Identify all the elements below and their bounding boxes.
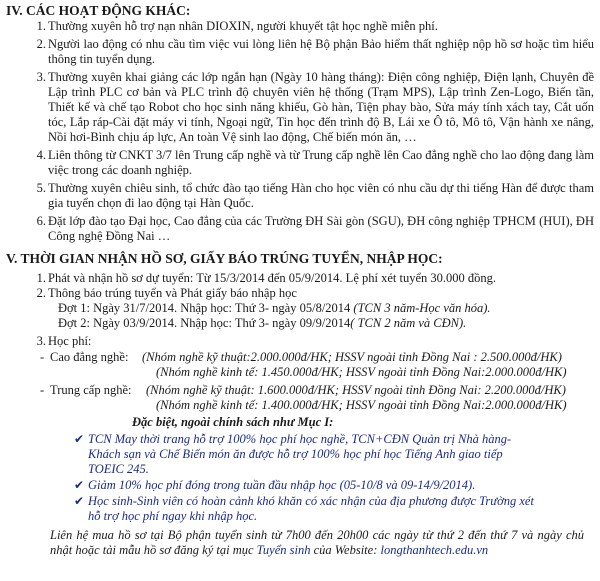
dash-bullet: - xyxy=(40,350,45,364)
item-number: 4. xyxy=(36,148,46,162)
section-5-heading: V. THỜI GIAN NHẬN HỒ SƠ, GIẤY BÁO TRÚNG TUYỂN, NHẬP HỌC: xyxy=(6,251,443,266)
item-text: Thường xuyên khai giảng các lớp ngắn hạn (Ngày 10 hàng tháng): Điện công nghiệp, Điện lạnh, Chuyên đề Lập trình PLC cơ bản và PLC trình độ chuyên viên hệ thống (Trạm MPS), Lập trình Zen-Logo, Biến tần, Thiết kế và chế tạo Robot cho học sinh năng khiếu, Gò hàn, Tiện phay bào, Sửa máy tính xách tay, Cắt uốn tóc, Lắp ráp-Cài đặt máy vi tính, Ngoại ngữ, Tin học đến trình độ B, Lái xe Ô tô, Mô tô, Vận hành xe nâng, Nồi hơi-Bình chịu áp lực, An toàn Vệ sinh lao động, Chế biến món ăn, … xyxy=(48,70,594,144)
fee-row xyxy=(6,365,594,380)
fee-tcn-tech: (Nhóm nghề kỹ thuật: 1.600.000đ/HK; HSSV ngoài tỉnh Đồng Nai: 2.200.000đ/HK) xyxy=(146,383,566,397)
dash-bullet: - xyxy=(40,383,45,397)
item-text: Phát và nhận hồ sơ dự tuyển: Từ 15/3/2014 đến 05/9/2014. Lệ phí xét tuyển 30.000 đồng. xyxy=(48,271,497,285)
document-page xyxy=(0,2,600,581)
fee-cdn-tech: (Nhóm nghề kỹ thuật:2.000.000đ/HK; HSSV ngoài tỉnh Đồng Nai : 2.500.000đ/HK) xyxy=(142,350,562,364)
check-text: Giảm 10% học phí đóng trong tuần đầu nhập học (05-10/8 và 09-14/9/2014). xyxy=(88,478,476,492)
contact-paragraph xyxy=(6,528,594,558)
item-number: 3. xyxy=(36,334,46,348)
list-item xyxy=(6,148,594,178)
list-item xyxy=(6,271,594,286)
round-2-line xyxy=(6,316,594,331)
list-item xyxy=(6,19,594,34)
check-list-item xyxy=(6,432,594,477)
list-item xyxy=(6,334,594,349)
check-text: Học sinh-Sinh viên có hoàn cảnh khó khăn có xác nhận của địa phương được Trường xét hỗ trợ học phí ngay khi nhập học. xyxy=(88,494,534,523)
contact-text: Liên hệ mua hồ sơ tại Bộ phận tuyển sinh từ 7h00 đến 20h00 các ngày từ thứ 2 đến thứ 7 và ngày chủ nhật hoặc tải mẫu hồ sơ đăng ký tại mục xyxy=(50,528,584,557)
check-list-item xyxy=(6,494,594,524)
list-item xyxy=(6,70,594,145)
section-4-heading: IV. CÁC HOẠT ĐỘNG KHÁC: xyxy=(6,3,191,18)
check-icon: ✔ xyxy=(74,432,85,446)
fee-tcn-econ: (Nhóm nghề kinh tế: 1.400.000đ/HK; HSSV ngoài tỉnh Đồng Nai:2.000.000đ/HK) xyxy=(156,398,567,412)
item-text: Đặt lớp đào tạo Đại học, Cao đẳng của các Trường ĐH Sài gòn (SGU), ĐH công nghiệp TPHCM (HUI), ĐH Công nghệ Đồng Nai … xyxy=(48,214,594,243)
item-number: 5. xyxy=(36,181,46,195)
fee-row xyxy=(6,398,594,413)
item-text: Người lao động có nhu cầu tìm việc vui lòng liên hệ Bộ phận Bảo hiểm thất nghiệp nộp hồ sơ hoặc tìm hiểu thông tin tuyển dụng. xyxy=(48,37,594,66)
check-list-item xyxy=(6,478,594,493)
list-item xyxy=(6,286,594,301)
section-4-list xyxy=(6,19,594,244)
item-number: 2. xyxy=(36,286,46,300)
contact-text-mid: của Website: xyxy=(310,543,381,557)
fee-cdn-econ: (Nhóm nghề kinh tế: 1.450.000đ/HK; HSSV ngoài tỉnh Đồng Nai:2.000.000đ/HK) xyxy=(156,365,567,379)
item-number: 6. xyxy=(36,214,46,228)
item-text: Liên thông từ CNKT 3/7 lên Trung cấp nghề và từ Trung cấp nghề lên Cao đẳng nghề cho lao động đang làm việc trong các doanh nghiệp. xyxy=(48,148,594,177)
check-text: TCN May thời trang hỗ trợ 100% học phí học nghề, TCN+CĐN Quản trị Nhà hàng-Khách sạn và Chế Biến món ăn được hỗ trợ 100% học phí học Tiếng Anh giao tiếp TOEIC 245. xyxy=(88,432,512,476)
item-number: 3. xyxy=(36,70,46,84)
check-icon: ✔ xyxy=(74,478,85,492)
special-policy-list xyxy=(6,432,594,524)
item-number: 1. xyxy=(36,19,46,33)
item-number: 2. xyxy=(36,37,46,51)
fee-label-tcn: Trung cấp nghề: xyxy=(50,383,132,397)
special-policy-heading: Đặc biệt, ngoài chính sách như Mục I: xyxy=(132,415,334,429)
round-1-line xyxy=(6,301,594,316)
round-2-note: ( TCN 2 năm và CĐN). xyxy=(350,316,467,330)
item-text: Thường xuyên hỗ trợ nạn nhân DIOXIN, người khuyết tật học nghề miễn phí. xyxy=(48,19,438,33)
list-item xyxy=(6,37,594,67)
item-text: Thông báo trúng tuyển và Phát giấy báo nhập học xyxy=(48,286,297,300)
round-2-text: Đợt 2: Ngày 03/9/2014. Nhập học: Thứ 3- ngày 09/9/2014 xyxy=(58,316,351,330)
fee-row xyxy=(6,383,594,398)
item-number: 1. xyxy=(36,271,46,285)
list-item xyxy=(6,181,594,211)
item-text: Thường xuyên chiêu sinh, tổ chức đào tạo tiếng Hàn cho học viên có nhu cầu dự thi tiếng Hàn để được tham gia tuyển chọn đi lao động tại Hàn Quốc. xyxy=(48,181,594,210)
check-icon: ✔ xyxy=(74,494,85,508)
admissions-link[interactable]: Tuyển sinh xyxy=(256,543,311,557)
list-item xyxy=(6,214,594,244)
tuition-table xyxy=(6,350,594,413)
fee-row xyxy=(6,350,594,365)
website-link[interactable]: longthanhtech.edu.vn xyxy=(380,543,489,557)
fee-label-cdn: Cao đẳng nghề: xyxy=(50,350,129,364)
round-1-note: (TCN 3 năm-Học văn hóa). xyxy=(353,301,491,315)
item-text: Học phí: xyxy=(48,334,92,348)
round-1-text: Đợt 1: Ngày 31/7/2014. Nhập học: Thứ 3- ngày 05/8/2014 xyxy=(58,301,354,315)
